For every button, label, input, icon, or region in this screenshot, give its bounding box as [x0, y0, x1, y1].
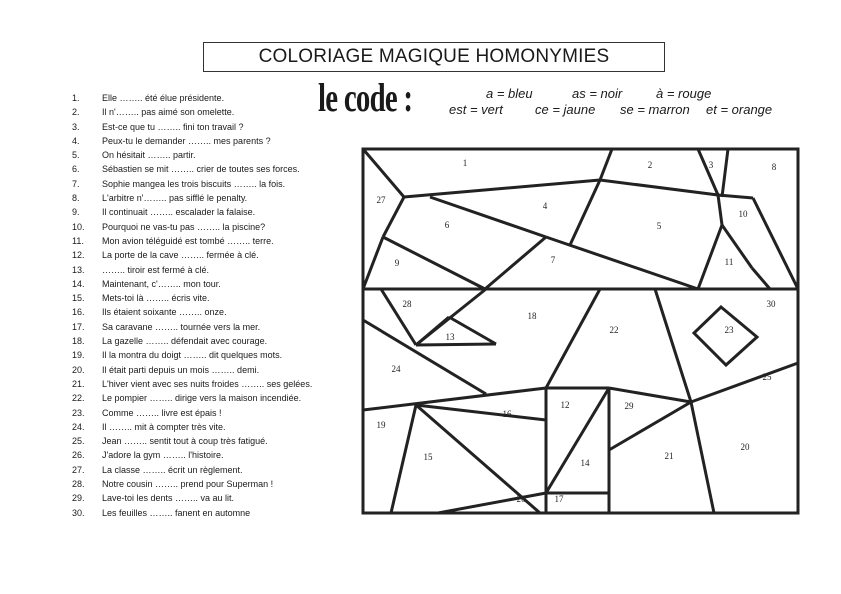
region-number: 19: [376, 420, 386, 430]
page-title: COLORIAGE MAGIQUE HOMONYMIES: [203, 42, 665, 72]
region-line: [655, 289, 691, 402]
sentence-text: Il continuait …….. escalader la falaise.: [102, 207, 256, 218]
sentence-text: La classe …….. écrit un règlement.: [102, 464, 243, 475]
region-number: 28: [402, 299, 412, 309]
sentence-text: Sophie mangea les trois biscuits …….. la fois.: [102, 178, 286, 189]
region-number: 29: [624, 401, 634, 411]
region-23-diamond: [694, 307, 757, 365]
sentence-number: 28.: [72, 479, 85, 490]
region-number: 16: [502, 409, 512, 419]
region-line: [691, 402, 714, 513]
region-line: [691, 363, 798, 402]
region-line: [430, 197, 546, 237]
region-number: 2: [647, 160, 653, 170]
region-number: 3: [708, 160, 714, 170]
sentence-text: Peux-tu le demander …….. mes parents ?: [102, 135, 271, 146]
sentence-text: L'arbitre n'…….. pas sifflé le penalty.: [102, 193, 248, 204]
sentence-text: Les feuilles …….. fanent en automne: [102, 507, 251, 518]
sentence-number: 12.: [72, 250, 85, 261]
sentence-text: La gazelle …….. défendait avec courage.: [102, 336, 268, 347]
sentence-text: Jean …….. sentit tout à coup très fatigué.: [102, 436, 268, 447]
region-number: 20: [740, 442, 750, 452]
region-number: 11: [724, 257, 734, 267]
sentence-text: Sa caravane …….. tournée vers la mer.: [102, 321, 261, 332]
sentence-text: Notre cousin …….. prend pour Superman !: [102, 479, 274, 490]
region-number: 23: [724, 325, 734, 335]
region-line: [363, 237, 383, 289]
region-number: 7: [550, 255, 556, 265]
sentence-text: Le pompier …….. dirige vers la maison incendiée.: [102, 393, 302, 404]
sentence-text: Mets-toi là …….. écris vite.: [102, 293, 210, 304]
region-number: 25: [762, 372, 772, 382]
sentence-text: Ils étaient soixante …….. onze.: [102, 307, 227, 318]
region-number: 9: [394, 258, 400, 268]
region-line: [416, 344, 496, 345]
legend-item: a = bleu: [486, 86, 533, 101]
region-line: [752, 268, 770, 289]
sentence-text: Il n'…….. pas aimé son omelette.: [102, 107, 235, 118]
region-number: 21: [664, 451, 674, 461]
region-line: [363, 320, 486, 394]
region-number: 18: [527, 311, 537, 321]
region-line: [363, 388, 546, 410]
legend-item: est = vert: [449, 102, 503, 117]
sentence-number: 24.: [72, 421, 85, 432]
sentence-number: 19.: [72, 350, 85, 361]
sentence-text: Il la montra du doigt …….. dit quelques mots.: [102, 350, 283, 361]
sentence-number: 23.: [72, 407, 85, 418]
sentence-text: L'hiver vient avec ses nuits froides …….. ses gelées.: [102, 378, 313, 389]
region-line: [718, 195, 722, 225]
sentence-number: 30.: [72, 507, 85, 518]
code-label: le code :: [318, 75, 413, 120]
sentence-number: 20.: [72, 364, 85, 375]
sentence-text: Maintenant, c'…….. mon tour.: [102, 278, 221, 289]
sentence-text: Elle …….. été élue présidente.: [102, 93, 225, 103]
region-line: [485, 237, 546, 289]
sentence-text: …….. tiroir est fermé à clé.: [102, 264, 210, 275]
region-number: 14: [580, 458, 590, 468]
region-line: [546, 388, 609, 493]
sentence-number: 16.: [72, 307, 85, 318]
region-line: [570, 180, 600, 245]
legend-item: à = rouge: [656, 86, 712, 101]
sentence-number: 2.: [72, 107, 80, 118]
region-line: [383, 197, 404, 237]
region-line: [698, 225, 722, 289]
sentence-text: Est-ce que tu …….. fini ton travail ?: [102, 121, 244, 132]
region-line: [381, 289, 416, 345]
region-number: 30: [766, 299, 776, 309]
sentence-text: La porte de la cave …….. fermée à clé.: [102, 250, 259, 261]
region-line: [609, 402, 691, 450]
region-line: [546, 289, 600, 388]
sentence-number: 8.: [72, 193, 80, 204]
sentence-number: 1.: [72, 93, 80, 103]
sentence-number: 6.: [72, 164, 80, 175]
sentence-text: Mon avion téléguidé est tombé …….. terre.: [102, 235, 274, 246]
region-number: 27: [376, 195, 386, 205]
sentence-number: 14.: [72, 278, 85, 289]
region-number: 26: [516, 494, 526, 504]
region-line: [404, 180, 600, 197]
region-number: 4: [542, 201, 548, 211]
sentence-number: 15.: [72, 293, 85, 304]
region-line: [449, 317, 496, 344]
sentence-number: 17.: [72, 321, 85, 332]
sentence-number: 11.: [72, 235, 84, 246]
region-line: [698, 149, 718, 195]
sentence-number: 4.: [72, 135, 80, 146]
sentence-number: 29.: [72, 493, 85, 504]
sentence-text: Sébastien se mit …….. crier de toutes ses forces.: [102, 164, 300, 175]
region-number: 12: [560, 400, 570, 410]
region-line: [391, 405, 416, 513]
region-number: 6: [444, 220, 450, 230]
sentence-text: On hésitait …….. partir.: [102, 150, 196, 161]
legend-item: ce = jaune: [535, 102, 596, 117]
legend-item: se = marron: [620, 102, 690, 117]
region-line: [600, 149, 612, 180]
sentence-number: 21.: [72, 378, 85, 389]
sentence-number: 3.: [72, 121, 80, 132]
sentence-text: Lave-toi les dents …….. va au lit.: [102, 493, 235, 504]
sentence-number: 18.: [72, 336, 85, 347]
region-line: [363, 149, 404, 197]
region-number: 13: [445, 332, 455, 342]
sentence-text: Pourquoi ne vas-tu pas …….. la piscine?: [102, 221, 266, 232]
sentence-text: Il …….. mit à compter très vite.: [102, 421, 226, 432]
sentence-number: 25.: [72, 436, 85, 447]
sentence-number: 5.: [72, 150, 80, 161]
region-line: [600, 180, 718, 195]
sentence-text: Il était parti depuis un mois …….. demi.: [102, 364, 260, 375]
region-line: [609, 388, 691, 402]
sentence-text: Comme …….. livre est épais !: [102, 407, 222, 418]
sentence-number: 27.: [72, 464, 85, 475]
region-number: 5: [656, 221, 662, 231]
region-number: 17: [554, 494, 564, 504]
region-number: 24: [391, 364, 401, 374]
sentence-number: 7.: [72, 178, 80, 189]
sentence-number: 10.: [72, 221, 85, 232]
legend-item: as = noir: [572, 86, 623, 101]
region-number: 1: [462, 158, 468, 168]
sentence-number: 26.: [72, 450, 85, 461]
sentence-text: J'adore la gym …….. l'histoire.: [102, 450, 224, 461]
sentence-number: 9.: [72, 207, 80, 218]
region-line: [416, 405, 546, 420]
sentence-number: 13.: [72, 264, 85, 275]
region-number: 8: [771, 162, 777, 172]
region-line: [722, 149, 728, 197]
region-line: [546, 237, 698, 289]
sentence-number: 22.: [72, 393, 85, 404]
legend-item: et = orange: [706, 102, 773, 117]
region-number: 10: [738, 209, 748, 219]
region-number: 15: [423, 452, 433, 462]
region-number: 22: [609, 325, 619, 335]
